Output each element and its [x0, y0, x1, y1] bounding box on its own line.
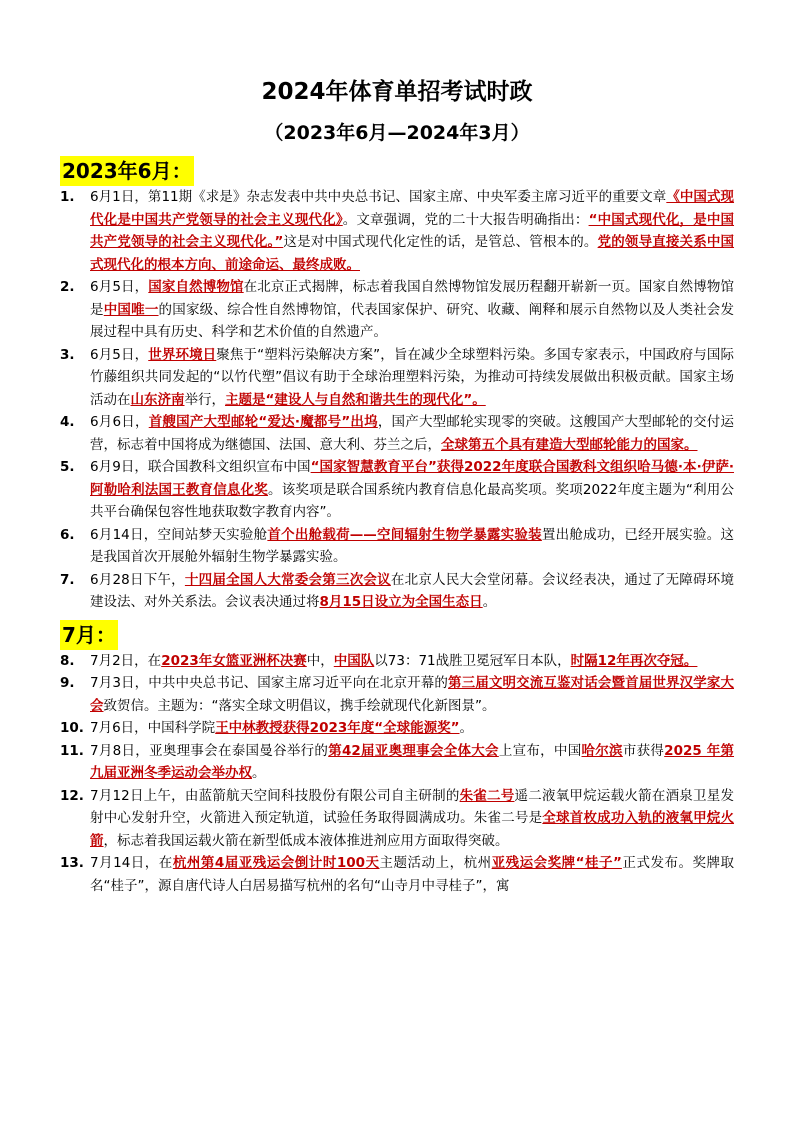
news-item: [60, 524, 734, 569]
highlighted-text: 山东济南: [130, 391, 185, 408]
news-item: [60, 186, 734, 276]
news-item: [60, 569, 734, 614]
body-text: 6月5日，: [90, 346, 149, 363]
news-item: [60, 276, 734, 344]
news-item: [60, 740, 734, 785]
body-text: 6月5日，: [90, 279, 149, 295]
body-text: 举行，: [184, 391, 225, 408]
body-text: 。: [459, 720, 474, 736]
body-text: 7月6日，中国科学院: [90, 720, 216, 736]
item-number: 8.: [60, 652, 75, 669]
highlighted-text: 国家自然博物馆: [148, 279, 244, 295]
news-item: [60, 456, 734, 524]
body-text: 主题活动上，杭州: [379, 855, 492, 871]
highlighted-text: 党的领导直接关系中国式现代化的根本方向、前途命运、最终成败。: [90, 234, 735, 273]
body-text: 7月3日，中共中央总书记、国家主席习近平向在北京开幕的: [90, 675, 449, 691]
item-number: 3.: [60, 346, 75, 363]
news-item: [60, 411, 734, 456]
highlighted-text: “国家智慧教育平台”获得2022年度联合国教科文组织哈马德·本·伊萨·阿勒哈利法国王教育信息化奖: [90, 459, 734, 498]
body-text: 的国家级、综合性自然博物馆，代表国家保护、研究、收藏、阐释和展示自然物以及人类社会发展过程中具有历史、科学和艺术价值的自然遗产。: [90, 301, 735, 340]
body-text: 7月8日，亚奥理事会在泰国曼谷举行的: [90, 742, 329, 759]
news-item: [60, 650, 734, 673]
highlighted-text: 2025 年第九届亚洲冬季运动会举办权: [90, 742, 735, 781]
body-text: 上宣布，中国: [498, 742, 582, 759]
highlighted-text: 中国队: [333, 652, 375, 669]
news-list: [60, 650, 734, 898]
document-subtitle: （2023年6月—2024年3月）: [264, 122, 530, 144]
highlighted-text: 时隔12年再次夺冠。: [570, 652, 698, 669]
body-text: ，国产大型邮轮实现零的突破。这艘国产大型邮轮的交付运营，标志着中国将成为继德国、法国、意大利、芬兰之后，: [90, 414, 735, 453]
body-text: 6月6日，: [90, 414, 149, 430]
item-number: 4.: [60, 414, 75, 430]
item-number: 13.: [60, 855, 84, 871]
item-number: 12.: [60, 787, 84, 804]
document-body: [60, 152, 734, 897]
highlighted-text: 王中林教授获得2023年度“全球能源奖”: [215, 720, 460, 736]
item-number: 7.: [60, 571, 75, 588]
body-text: 6月28日下午，: [90, 571, 185, 588]
month-section: [60, 616, 734, 898]
item-number: 9.: [60, 675, 75, 691]
news-list: [60, 186, 734, 614]
body-text: 6月9日，联合国教科文组织宣布中国: [90, 459, 311, 475]
item-number: 5.: [60, 459, 75, 475]
highlighted-text: 世界环境日: [148, 346, 217, 363]
month-heading: 2023年6月：: [60, 156, 194, 186]
body-text: 。: [482, 594, 497, 610]
body-text: 。: [252, 765, 266, 781]
item-number: 11.: [60, 742, 84, 759]
body-text: 6月1日，第11期《求是》杂志发表中共中央总书记、国家主席、中央军委主席习近平的重要文章: [90, 189, 667, 205]
body-text: 7月2日，在: [90, 652, 162, 669]
highlighted-text: 朱雀二号: [459, 787, 515, 804]
highlighted-text: 哈尔滨: [581, 742, 623, 759]
body-text: 遥二液氧甲烷运载火箭在酒泉卫星发射中心发射升空，火箭进入预定轨道，试验任务取得圆满成功。朱雀二号是: [90, 787, 734, 826]
body-text: 。该奖项是联合国系统内教育信息化最高奖项。奖项2022年度主题为“利用公共平台确保包容性地获取数字教育内容”。: [90, 481, 734, 520]
month-heading: 7月：: [60, 620, 118, 650]
news-item: [60, 785, 734, 853]
document-title: 2024年体育单招考试时政: [261, 79, 533, 105]
highlighted-text: 全球首枚成功入轨的液氧甲烷火箭: [90, 810, 735, 849]
highlighted-text: 十四届全国人大常委会第三次会议: [184, 571, 391, 588]
body-text: ，标志着我国运载火箭在新型低成本液体推进剂应用方面取得突破。: [103, 832, 509, 849]
body-text: 中，: [306, 652, 334, 669]
body-text: 置出舱成功，已经开展实验。这是我国首次开展舱外辐射生物学暴露实验。: [90, 526, 735, 565]
highlighted-text: 《中国式现代化是中国共产党领导的社会主义现代化》: [90, 189, 735, 228]
highlighted-text: 杭州第4届亚残运会倒计时100天: [172, 855, 380, 871]
body-text: 。文章强调，党的二十大报告明确指出：: [342, 211, 589, 228]
body-text: 正式发布。奖牌取名“桂子”，源自唐代诗人白居易描写杭州的名句“山寺月中寻桂子”，寓: [90, 855, 735, 894]
highlighted-text: 中国唯一: [103, 301, 159, 318]
body-text: 在北京人民大会堂闭幕。会议经表决，通过了无障碍环境建设法、对外关系法。会议表决通过将: [90, 571, 734, 610]
highlighted-text: 第42届亚奥理事会全体大会: [328, 742, 499, 759]
highlighted-text: “中国式现代化，是中国共产党领导的社会主义现代化。”: [90, 211, 735, 250]
news-item: [60, 344, 734, 412]
highlighted-text: 首艘国产大型邮轮“爱达·魔都号”出坞: [148, 414, 378, 430]
month-section: [60, 152, 734, 614]
highlighted-text: 2023年女篮亚洲杯决赛: [161, 652, 307, 669]
news-item: [60, 717, 734, 740]
item-number: 1.: [60, 189, 75, 205]
news-item: [60, 672, 734, 717]
body-text: 以73：71战胜卫冕冠军日本队，: [374, 652, 571, 669]
body-text: 这是对中国式现代化定性的话，是管总、管根本的。: [283, 234, 598, 250]
item-number: 6.: [60, 526, 75, 543]
highlighted-text: 亚残运会奖牌“桂子”: [491, 855, 622, 871]
item-number: 2.: [60, 279, 75, 295]
body-text: 6月14日，空间站梦天实验舱: [90, 526, 268, 543]
highlighted-text: 全球第五个具有建造大型邮轮能力的国家。: [441, 436, 698, 453]
body-text: 7月14日，在: [90, 855, 173, 871]
body-text: 7月12日上午，由蓝箭航天空间科技股份有限公司自主研制的: [90, 787, 460, 804]
body-text: 致贺信。主题为：“落实全球文明倡议，携手绘就现代化新图景”。: [103, 697, 496, 714]
news-item: [60, 852, 734, 897]
highlighted-text: 第三届文明交流互鉴对话会暨首届世界汉学家大会: [90, 675, 735, 714]
body-text: 市获得: [622, 742, 665, 759]
body-text: 聚焦于“塑料污染解决方案”，旨在减少全球塑料污染。多国专家表示，中国政府与国际竹藤组织共同发起的“以竹代塑”倡议有助于全球治理塑料污染，为推动可持续发展做出积极贡献。国家主场活动在: [90, 346, 734, 408]
highlighted-text: 主题是“建设人与自然和谐共生的现代化”。: [225, 391, 486, 408]
body-text: 在北京正式揭牌，标志着我国自然博物馆发展历程翻开崭新一页。国家自然博物馆是: [90, 279, 734, 318]
highlighted-text: 8月15日设立为全国生态日: [319, 594, 483, 610]
highlighted-text: 首个出舱载荷——空间辐射生物学暴露实验装: [267, 526, 542, 543]
item-number: 10.: [60, 720, 84, 736]
